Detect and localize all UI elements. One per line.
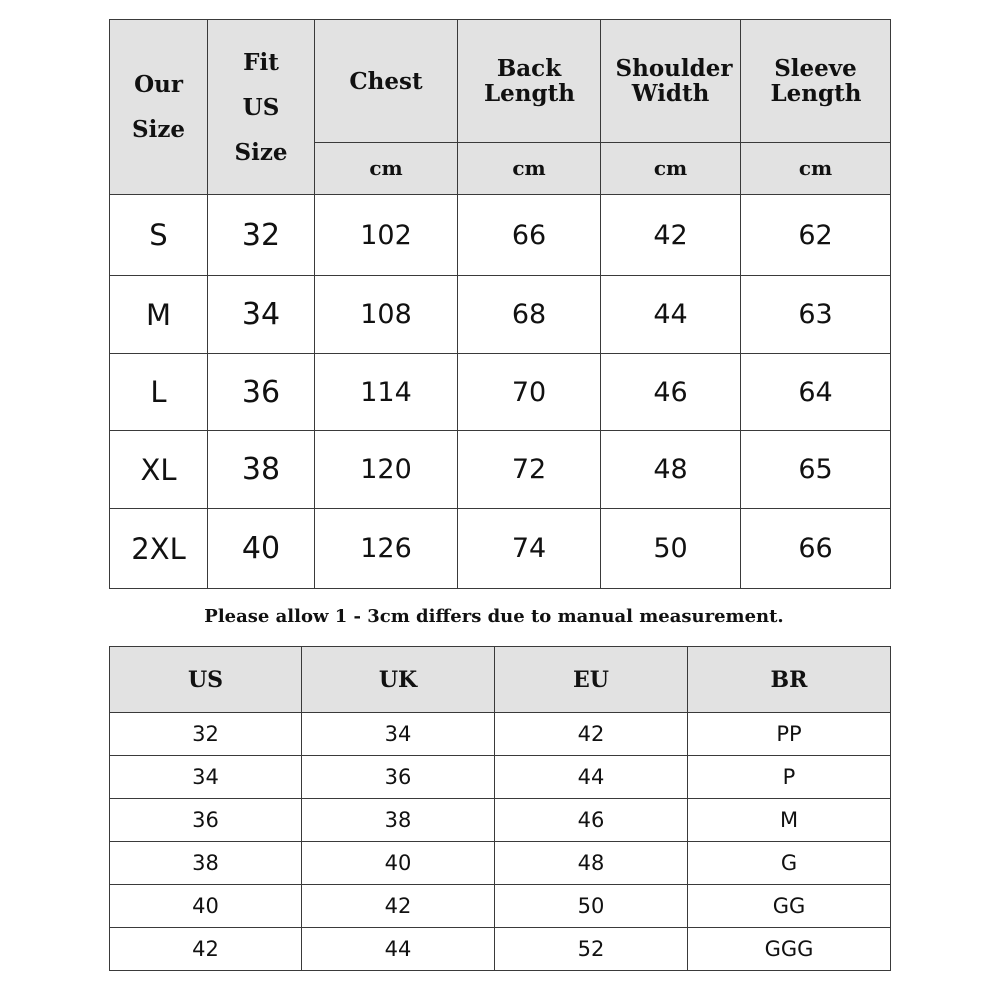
- size-label: XL: [110, 431, 208, 509]
- fit-us-value: 38: [208, 431, 315, 509]
- uk-value: 38: [302, 799, 495, 842]
- back-length-value: 66: [458, 195, 601, 276]
- shoulder-width-value: 50: [601, 509, 741, 589]
- chest-value: 126: [315, 509, 458, 589]
- uk-value: 36: [302, 756, 495, 799]
- measurement-note: Please allow 1 - 3cm differs due to manual measurement.: [204, 606, 784, 627]
- chest-value: 108: [315, 276, 458, 354]
- conversion-row: [110, 799, 891, 842]
- back-length-value: 70: [458, 354, 601, 431]
- size-row-2xl: [110, 509, 891, 589]
- sleeve-length-value: 66: [741, 509, 891, 589]
- fit-us-value: 40: [208, 509, 315, 589]
- size-label: L: [110, 354, 208, 431]
- uk-value: 42: [302, 885, 495, 928]
- chest-value: 120: [315, 431, 458, 509]
- unit-shoulder-width: cm: [601, 143, 741, 195]
- header-uk: UK: [302, 647, 495, 713]
- header-shoulder-width: Shoulder Width: [601, 20, 741, 143]
- header-us: US: [110, 647, 302, 713]
- header-br: BR: [688, 647, 891, 713]
- size-row-xl: [110, 431, 891, 509]
- back-length-value: 68: [458, 276, 601, 354]
- shoulder-width-value: 46: [601, 354, 741, 431]
- br-value: G: [688, 842, 891, 885]
- br-value: GG: [688, 885, 891, 928]
- conversion-row: [110, 756, 891, 799]
- size-row-l: [110, 354, 891, 431]
- size-label: S: [110, 195, 208, 276]
- uk-value: 34: [302, 713, 495, 756]
- br-value: PP: [688, 713, 891, 756]
- sleeve-length-value: 63: [741, 276, 891, 354]
- us-value: 34: [110, 756, 302, 799]
- unit-back-length: cm: [458, 143, 601, 195]
- us-value: 32: [110, 713, 302, 756]
- fit-us-value: 34: [208, 276, 315, 354]
- eu-value: 52: [495, 928, 688, 971]
- br-value: GGG: [688, 928, 891, 971]
- chest-value: 114: [315, 354, 458, 431]
- shoulder-width-value: 42: [601, 195, 741, 276]
- shoulder-width-value: 48: [601, 431, 741, 509]
- chest-value: 102: [315, 195, 458, 276]
- br-value: P: [688, 756, 891, 799]
- back-length-value: 74: [458, 509, 601, 589]
- us-value: 42: [110, 928, 302, 971]
- header-fit-us-size: Fit US Size: [208, 20, 315, 195]
- sleeve-length-value: 64: [741, 354, 891, 431]
- header-eu: EU: [495, 647, 688, 713]
- sleeve-length-value: 65: [741, 431, 891, 509]
- size-row-s: [110, 195, 891, 276]
- conversion-row: [110, 885, 891, 928]
- header-our-size: Our Size: [110, 20, 208, 195]
- eu-value: 48: [495, 842, 688, 885]
- conversion-row: [110, 713, 891, 756]
- back-length-value: 72: [458, 431, 601, 509]
- sleeve-length-value: 62: [741, 195, 891, 276]
- header-chest: Chest: [315, 20, 458, 143]
- uk-value: 44: [302, 928, 495, 971]
- eu-value: 44: [495, 756, 688, 799]
- size-chart-table: [109, 19, 891, 589]
- eu-value: 46: [495, 799, 688, 842]
- us-value: 38: [110, 842, 302, 885]
- size-label: 2XL: [110, 509, 208, 589]
- unit-chest: cm: [315, 143, 458, 195]
- header-sleeve-length: Sleeve Length: [741, 20, 891, 143]
- br-value: M: [688, 799, 891, 842]
- uk-value: 40: [302, 842, 495, 885]
- size-row-m: [110, 276, 891, 354]
- eu-value: 50: [495, 885, 688, 928]
- us-value: 36: [110, 799, 302, 842]
- us-value: 40: [110, 885, 302, 928]
- shoulder-width-value: 44: [601, 276, 741, 354]
- conversion-row: [110, 842, 891, 885]
- size-conversion-table: [109, 646, 891, 971]
- fit-us-value: 36: [208, 354, 315, 431]
- eu-value: 42: [495, 713, 688, 756]
- conversion-row: [110, 928, 891, 971]
- size-label: M: [110, 276, 208, 354]
- unit-sleeve-length: cm: [741, 143, 891, 195]
- fit-us-value: 32: [208, 195, 315, 276]
- conversion-header-row: [110, 647, 891, 713]
- header-back-length: Back Length: [458, 20, 601, 143]
